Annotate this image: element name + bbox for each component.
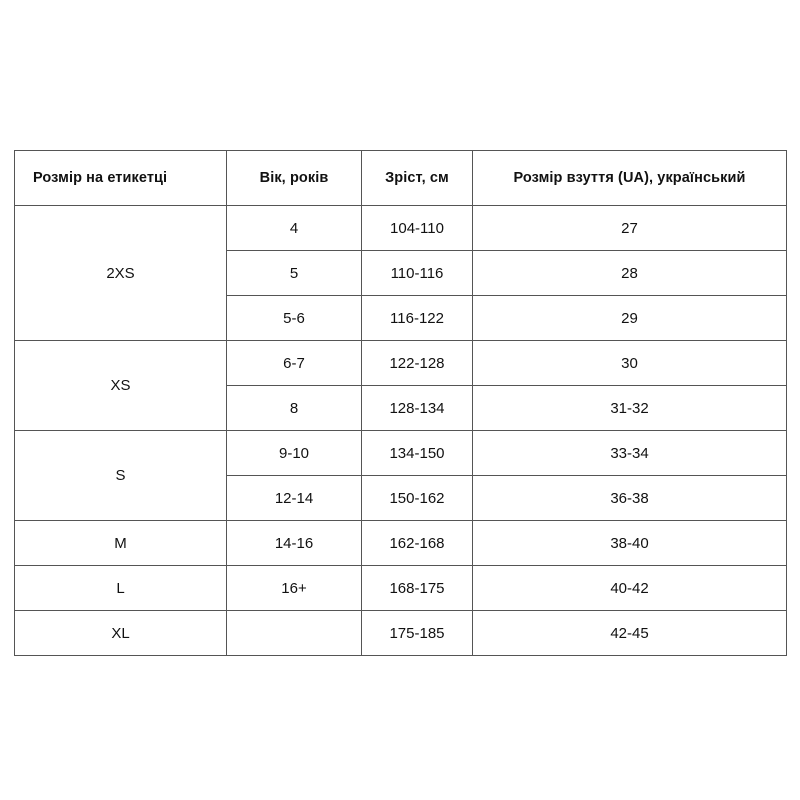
cell-age xyxy=(227,611,362,656)
table-body xyxy=(15,206,787,656)
cell-age: 5-6 xyxy=(227,296,362,341)
table-header xyxy=(15,151,787,206)
size-label-cell: M xyxy=(15,521,227,566)
header-height: Зріст, см xyxy=(362,151,473,206)
cell-age: 8 xyxy=(227,386,362,431)
cell-age: 14-16 xyxy=(227,521,362,566)
table-row xyxy=(15,611,787,656)
size-label-cell: S xyxy=(15,431,227,521)
cell-shoe: 27 xyxy=(473,206,787,251)
cell-shoe: 33-34 xyxy=(473,431,787,476)
cell-age: 5 xyxy=(227,251,362,296)
cell-height: 150-162 xyxy=(362,476,473,521)
cell-shoe: 30 xyxy=(473,341,787,386)
cell-height: 104-110 xyxy=(362,206,473,251)
cell-shoe: 28 xyxy=(473,251,787,296)
cell-height: 175-185 xyxy=(362,611,473,656)
cell-height: 168-175 xyxy=(362,566,473,611)
table-row xyxy=(15,206,787,251)
cell-age: 9-10 xyxy=(227,431,362,476)
cell-height: 134-150 xyxy=(362,431,473,476)
size-label-cell: 2XS xyxy=(15,206,227,341)
header-age: Вік, років xyxy=(227,151,362,206)
cell-shoe: 31-32 xyxy=(473,386,787,431)
header-size-label: Розмір на етикетці xyxy=(15,151,227,206)
cell-height: 110-116 xyxy=(362,251,473,296)
table-row xyxy=(15,341,787,386)
cell-age: 12-14 xyxy=(227,476,362,521)
header-shoe: Розмір взуття (UA), український xyxy=(473,151,787,206)
cell-age: 6-7 xyxy=(227,341,362,386)
size-label-cell: XL xyxy=(15,611,227,656)
cell-shoe: 40-42 xyxy=(473,566,787,611)
cell-age: 16+ xyxy=(227,566,362,611)
size-label-cell: L xyxy=(15,566,227,611)
size-label-cell: XS xyxy=(15,341,227,431)
cell-height: 162-168 xyxy=(362,521,473,566)
table-row xyxy=(15,566,787,611)
table-row xyxy=(15,521,787,566)
cell-height: 128-134 xyxy=(362,386,473,431)
cell-shoe: 29 xyxy=(473,296,787,341)
table-row xyxy=(15,431,787,476)
table-header-row xyxy=(15,151,787,206)
cell-height: 122-128 xyxy=(362,341,473,386)
cell-shoe: 36-38 xyxy=(473,476,787,521)
size-table-container xyxy=(14,150,786,656)
size-chart-table xyxy=(14,150,787,656)
cell-shoe: 38-40 xyxy=(473,521,787,566)
cell-height: 116-122 xyxy=(362,296,473,341)
cell-age: 4 xyxy=(227,206,362,251)
cell-shoe: 42-45 xyxy=(473,611,787,656)
